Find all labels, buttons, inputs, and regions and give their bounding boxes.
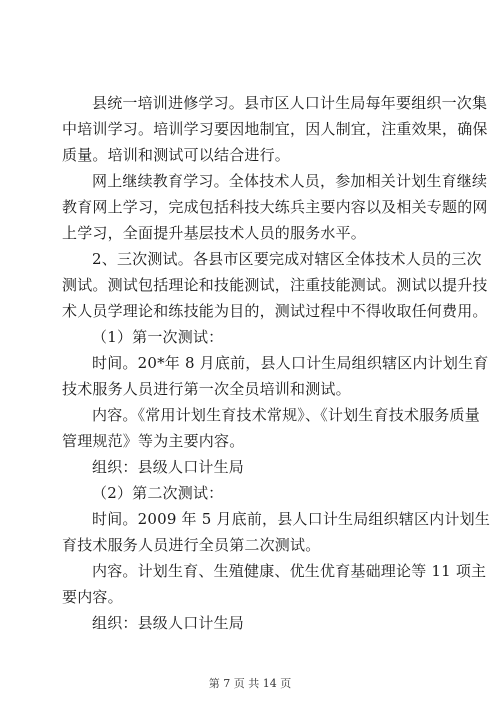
body-line: 时间。2009 年 5 月底前，县人口计生局组织辖区内计划生: [92, 510, 491, 528]
body-line: 管理规范》等为主要内容。: [62, 432, 245, 450]
body-line: 中培训学习。培训学习要因地制宜，因人制宜，注重效果，确保: [62, 120, 488, 138]
body-line: 测试。测试包括理论和技能测试，注重技能测试。测试以提升技: [62, 276, 488, 294]
body-line: 上学习，全面提升基层技术人员的服务水平。: [62, 224, 367, 242]
body-line: 组织：县级人口计生局: [92, 458, 245, 476]
body-line: 内容。《常用计划生育技术常规》、《计划生育技术服务质量: [92, 406, 480, 424]
body-line: 要内容。: [62, 588, 123, 606]
section-heading: （1）第一次测试：: [92, 328, 224, 346]
body-line: 质量。培训和测试可以结合进行。: [62, 146, 291, 164]
body-line: 技术服务人员进行第一次全员培训和测试。: [62, 380, 351, 398]
body-line: 内容。计划生育、生殖健康、优生优育基础理论等 11 项主: [92, 562, 487, 580]
body-line: 术人员学理论和练技能为目的，测试过程中不得收取任何费用。: [62, 302, 488, 320]
body-line: 县统一培训进修学习。县市区人口计生局每年要组织一次集: [92, 94, 488, 112]
page-number-footer: 第 7 页 共 14 页: [208, 677, 292, 690]
body-line: 育技术服务人员进行全员第二次测试。: [62, 536, 321, 554]
body-line: 时间。20*年 8 月底前，县人口计生局组织辖区内计划生育: [92, 354, 489, 372]
body-line: 教育网上学习，完成包括科技大练兵主要内容以及相关专题的网: [62, 198, 488, 216]
body-line: 组织：县级人口计生局: [92, 614, 245, 632]
section-heading: （2）第二次测试：: [92, 484, 224, 502]
body-line: 2、三次测试。各县市区要完成对辖区全体技术人员的三次: [92, 250, 482, 268]
body-line: 网上继续教育学习。全体技术人员，参加相关计划生育继续: [92, 172, 488, 190]
